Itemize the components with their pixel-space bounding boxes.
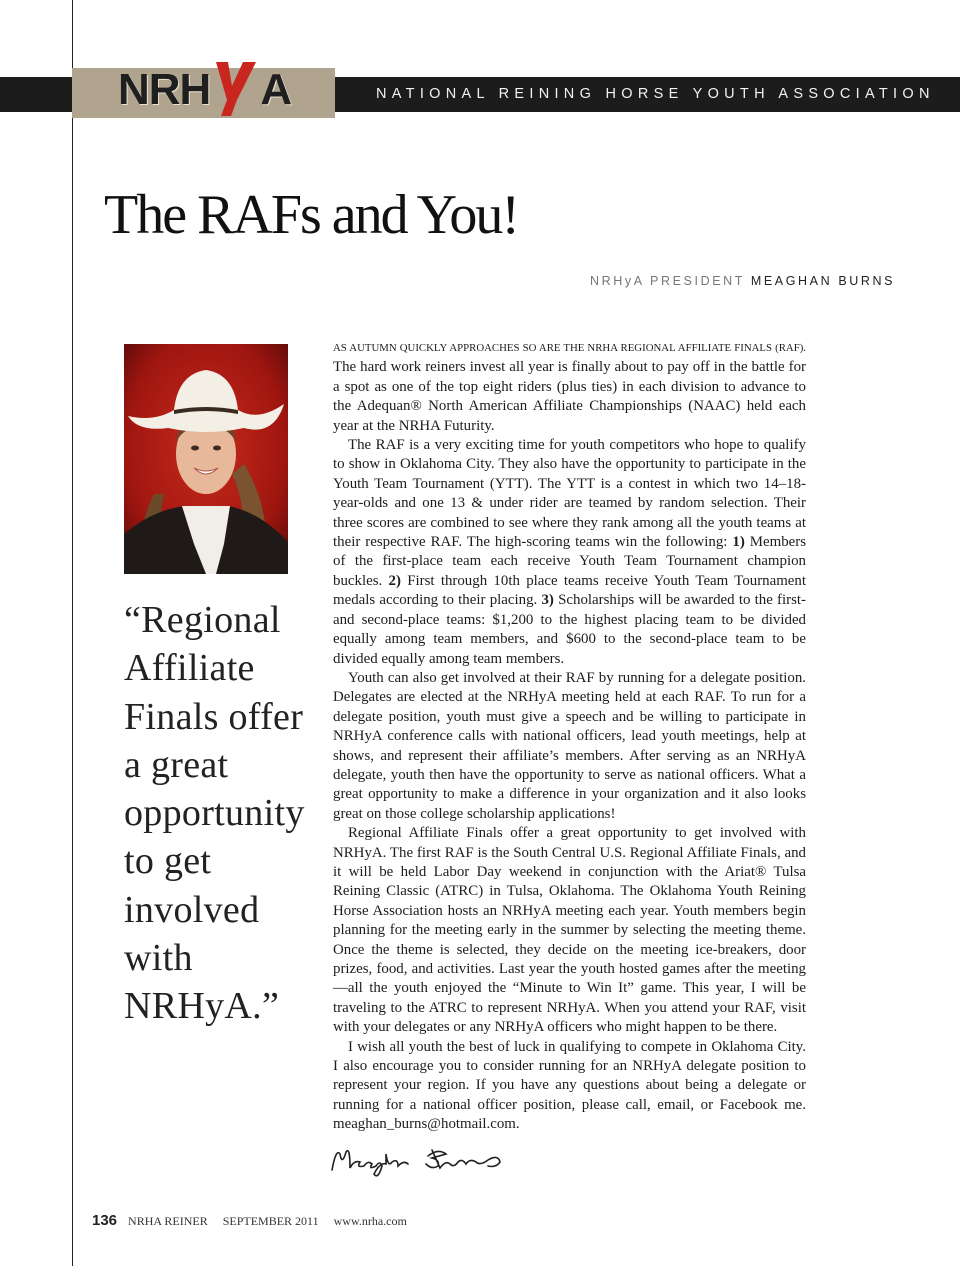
issue-date: SEPTEMBER 2011	[222, 1214, 319, 1228]
left-margin-rule	[72, 0, 73, 1266]
article-paragraph-2	[333, 436, 806, 669]
p2-text-b: Members of the first-place team each receive Youth Team Tournament champion buckles.	[333, 534, 806, 589]
page-footer	[92, 1212, 407, 1229]
p2-text-d: Scholarships will be awarded to the first- and second-place teams: $1,200 to the highest placing team to be divided equally among team members, and $600 to the second-place team to be divided equally among team members.	[333, 592, 807, 667]
p1-text: The hard work reiners invest all year is finally about to pay off in the battle for a spot as one of the top eight riders (plus ties) in each division to advance to the Adequan® North American Affiliate Championships (NAAC) held each year at the NRHA Futurity.	[333, 359, 806, 434]
logo-slash-icon	[210, 60, 260, 118]
pull-quote-line: NRHyA.”	[124, 985, 280, 1028]
p2-text-c: First through 10th place teams receive Youth Team Tournament medals according to their placing.	[333, 572, 807, 609]
list-number: 2)	[388, 572, 401, 589]
byline-name: MEAGHAN BURNS	[750, 274, 896, 288]
article-title: The RAFs and You!	[104, 184, 519, 246]
header-tagline: NATIONAL REINING HORSE YOUTH ASSOCIATION	[376, 86, 935, 102]
handwritten-signature	[328, 1140, 508, 1180]
article-paragraph-5: I wish all youth the best of luck in qualifying to compete in Oklahoma City. I also encourage you to consider running for an NRHyA delegate position to represent your region. If you have any questions about being a delegate or running for a national officer position, please call, email, or Facebook me. meaghan_burns@hotmail.com.	[333, 1038, 806, 1133]
pull-quote-line: Affiliate	[124, 647, 255, 690]
logo-right-text: A	[260, 65, 292, 114]
pull-quote-line: a great	[124, 743, 229, 786]
pull-quote-line: to get	[124, 840, 212, 883]
list-number: 3)	[541, 592, 554, 609]
author-photo	[124, 344, 288, 574]
pull-quote-line: “Regional	[124, 599, 281, 641]
pull-quote	[124, 596, 324, 1031]
nrhya-logo	[118, 60, 291, 118]
pull-quote-line: opportunity	[124, 792, 305, 835]
p2-text-a: The RAF is a very exciting time for youth competitors who hope to qualify to show in Oklahoma City. They also have the opportunity to participate in the Youth Team Tournament (YTT). The YTT is a contest in which two 14–18-year-olds and one 13 & under rider are teamed by random selection. Their three scores are combined to see where they rank among all the youth teams at their respective RAF. The high-scoring teams win the following:	[333, 437, 806, 551]
logo-left-text: NRH	[118, 65, 211, 114]
pull-quote-line: with	[124, 937, 193, 980]
article-paragraph-3: Youth can also get involved at their RAF by running for a delegate position. Delegates are elected at the NRHyA meeting held at each RAF. To run for a delegate position, youth must give a speech and be willing to participate in NRHyA conference calls with national officers, lead youth meetings, help at shows, and represent their affiliate’s members. After serving as an NRHyA delegate, youth then have the opportunity to serve as national officers. What a great opportunity to make a difference in your organization and it also looks great on those college scholarship applications!	[333, 669, 806, 822]
article-body	[333, 338, 806, 1135]
list-number: 1)	[732, 534, 745, 551]
page-number: 136	[92, 1212, 118, 1229]
publication-name: NRHA REINER	[128, 1214, 208, 1228]
article-paragraph-1	[333, 338, 806, 436]
lead-in: AS AUTUMN QUICKLY APPROACHES SO ARE THE NRHA REGIONAL AFFILIATE FINALS (RAF).	[333, 342, 806, 354]
logo-slash-mark	[210, 60, 260, 118]
byline	[590, 274, 895, 288]
pull-quote-line: Finals offer	[124, 695, 304, 738]
article-paragraph-4: Regional Affiliate Finals offer a great opportunity to get involved with NRHyA. The first RAF is the South Central U.S. Regional Affiliate Finals, and it will be held Labor Day weekend in conjunction with the Ariat® Tulsa Reining Classic (ATRC) in Tulsa, Oklahoma. The Oklahoma Youth Reining Horse Association hosts an NRHyA meeting each year. Youth members begin planning for the meeting early in the summer by selecting the meeting theme. Once the theme is selected, they decide on the meeting ice-breakers, door prizes, food, and activities. Last year the youth hosted games after the meeting—all the youth enjoyed the “Minute to Win It” game. This year, I will be traveling to the ATRC to represent NRHyA. When you attend your RAF, visit with your delegates or any NRHyA officers who might happen to be there.	[333, 825, 806, 1036]
website-link[interactable]: www.nrha.com	[333, 1214, 407, 1228]
pull-quote-line: involved	[124, 888, 260, 931]
byline-role: NRHyA PRESIDENT	[590, 274, 745, 288]
